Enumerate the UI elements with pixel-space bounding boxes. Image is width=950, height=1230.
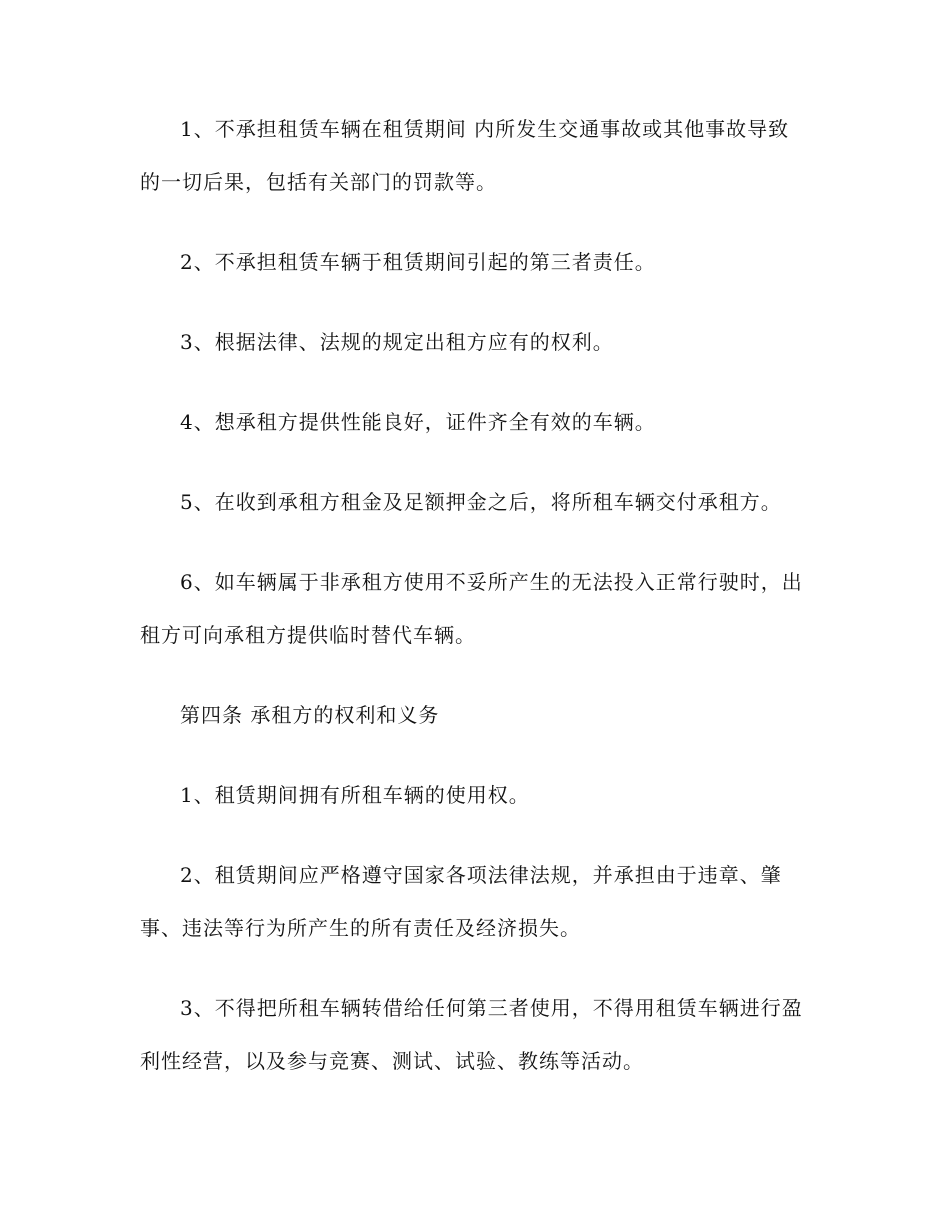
paragraph-lessor-no-third-party-liability: 2、不承担租赁车辆于租赁期间引起的第三者责任。 — [180, 250, 656, 274]
paragraph-obey-laws: 2、租赁期间应严格遵守国家各项法律法规，并承担由于违章、肇事、违法等行为所产生的所有责任及经济损失。 — [140, 863, 782, 940]
paragraph-deliver-vehicle: 5、在收到承租方租金及足额押金之后，将所租车辆交付承租方。 — [180, 490, 782, 514]
paragraph-no-sublease: 3、不得把所租车辆转借给任何第三者使用，不得用租赁车辆进行盈利性经营，以及参与竞赛、测试、试验、教练等活动。 — [140, 996, 803, 1073]
document-body — [140, 103, 810, 1088]
paragraph-lessor-legal-rights: 3、根据法律、法规的规定出租方应有的权利。 — [180, 330, 614, 354]
paragraph-lessor-no-accident-liability: 1、不承担租赁车辆在租赁期间 内所发生交通事故或其他事故导致的一切后果，包括有关部门的罚款等。 — [140, 117, 790, 194]
paragraph-right-of-use: 1、租赁期间拥有所租车辆的使用权。 — [180, 783, 530, 807]
paragraph-provide-good-vehicle: 4、想承租方提供性能良好，证件齐全有效的车辆。 — [180, 410, 656, 434]
paragraph-replacement-vehicle: 6、如车辆属于非承租方使用不妥所产生的无法投入正常行驶时，出租方可向承租方提供临时替代车辆。 — [140, 570, 803, 647]
section-heading-article-4: 第四条 承租方的权利和义务 — [180, 703, 440, 727]
